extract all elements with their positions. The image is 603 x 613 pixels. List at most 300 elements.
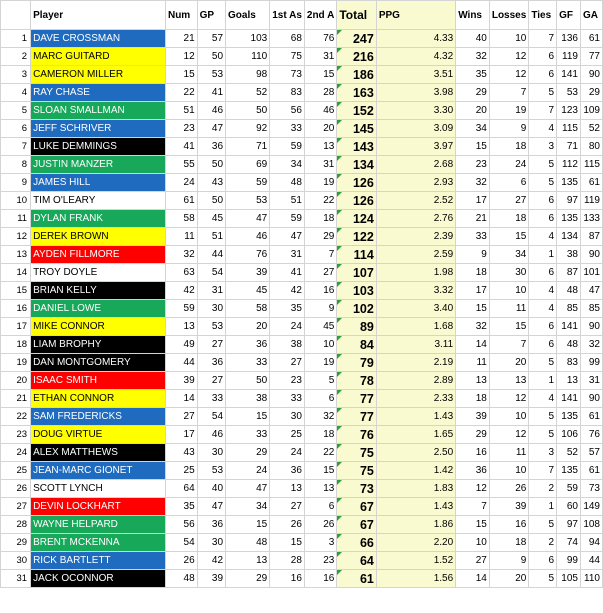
row-number[interactable]: 22 xyxy=(1,408,31,426)
row-number[interactable]: 16 xyxy=(1,300,31,318)
a1-cell[interactable]: 59 xyxy=(270,210,305,228)
total-cell[interactable]: 124 xyxy=(337,210,377,228)
player-cell[interactable]: DYLAN FRANK xyxy=(31,210,166,228)
ga-cell[interactable]: 110 xyxy=(580,570,602,588)
goals-cell[interactable]: 15 xyxy=(226,408,270,426)
total-cell[interactable]: 89 xyxy=(337,318,377,336)
num-cell[interactable]: 55 xyxy=(165,156,197,174)
goals-cell[interactable]: 48 xyxy=(226,534,270,552)
ppg-cell[interactable]: 1.83 xyxy=(376,480,455,498)
gf-cell[interactable]: 60 xyxy=(557,498,581,516)
losses-cell[interactable]: 16 xyxy=(489,516,528,534)
ties-cell[interactable]: 4 xyxy=(529,300,557,318)
goals-cell[interactable]: 50 xyxy=(226,102,270,120)
goals-cell[interactable]: 39 xyxy=(226,264,270,282)
ties-cell[interactable]: 5 xyxy=(529,174,557,192)
player-cell[interactable]: SAM FREDERICKS xyxy=(31,408,166,426)
wins-cell[interactable]: 17 xyxy=(456,192,490,210)
num-cell[interactable]: 56 xyxy=(165,516,197,534)
goals-cell[interactable]: 33 xyxy=(226,354,270,372)
header-cell[interactable]: Player xyxy=(31,1,166,30)
ties-cell[interactable]: 1 xyxy=(529,372,557,390)
a1-cell[interactable]: 31 xyxy=(270,246,305,264)
total-cell[interactable]: 152 xyxy=(337,102,377,120)
num-cell[interactable]: 48 xyxy=(165,570,197,588)
player-cell[interactable]: TROY DOYLE xyxy=(31,264,166,282)
a1-cell[interactable]: 26 xyxy=(270,516,305,534)
ga-cell[interactable]: 44 xyxy=(580,552,602,570)
losses-cell[interactable]: 12 xyxy=(489,48,528,66)
wins-cell[interactable]: 10 xyxy=(456,534,490,552)
ties-cell[interactable]: 5 xyxy=(529,408,557,426)
losses-cell[interactable]: 26 xyxy=(489,480,528,498)
gf-cell[interactable]: 141 xyxy=(557,66,581,84)
a2-cell[interactable]: 13 xyxy=(304,138,336,156)
losses-cell[interactable]: 10 xyxy=(489,282,528,300)
total-cell[interactable]: 107 xyxy=(337,264,377,282)
gf-cell[interactable]: 135 xyxy=(557,174,581,192)
gp-cell[interactable]: 47 xyxy=(197,498,225,516)
row-number[interactable]: 18 xyxy=(1,336,31,354)
header-cell[interactable]: Goals xyxy=(226,1,270,30)
a2-cell[interactable]: 3 xyxy=(304,534,336,552)
losses-cell[interactable]: 18 xyxy=(489,138,528,156)
gp-cell[interactable]: 31 xyxy=(197,282,225,300)
losses-cell[interactable]: 10 xyxy=(489,408,528,426)
a2-cell[interactable]: 15 xyxy=(304,462,336,480)
goals-cell[interactable]: 50 xyxy=(226,372,270,390)
ppg-cell[interactable]: 2.52 xyxy=(376,192,455,210)
a2-cell[interactable]: 20 xyxy=(304,120,336,138)
total-cell[interactable]: 64 xyxy=(337,552,377,570)
row-number[interactable]: 29 xyxy=(1,534,31,552)
a2-cell[interactable]: 29 xyxy=(304,228,336,246)
ties-cell[interactable]: 5 xyxy=(529,516,557,534)
gf-cell[interactable]: 97 xyxy=(557,516,581,534)
gf-cell[interactable]: 135 xyxy=(557,210,581,228)
ga-cell[interactable]: 52 xyxy=(580,120,602,138)
player-cell[interactable]: DEVIN LOCKHART xyxy=(31,498,166,516)
player-cell[interactable]: AYDEN FILLMORE xyxy=(31,246,166,264)
gp-cell[interactable]: 53 xyxy=(197,66,225,84)
losses-cell[interactable]: 6 xyxy=(489,174,528,192)
player-cell[interactable]: BRIAN KELLY xyxy=(31,282,166,300)
row-number[interactable]: 15 xyxy=(1,282,31,300)
gp-cell[interactable]: 50 xyxy=(197,156,225,174)
total-cell[interactable]: 126 xyxy=(337,192,377,210)
ga-cell[interactable]: 77 xyxy=(580,48,602,66)
ties-cell[interactable]: 7 xyxy=(529,462,557,480)
player-cell[interactable]: JAMES HILL xyxy=(31,174,166,192)
row-number[interactable]: 11 xyxy=(1,210,31,228)
ga-cell[interactable]: 47 xyxy=(580,282,602,300)
wins-cell[interactable]: 27 xyxy=(456,552,490,570)
wins-cell[interactable]: 32 xyxy=(456,48,490,66)
header-cell[interactable]: 1st As xyxy=(270,1,305,30)
ga-cell[interactable]: 76 xyxy=(580,426,602,444)
gp-cell[interactable]: 36 xyxy=(197,138,225,156)
ga-cell[interactable]: 80 xyxy=(580,138,602,156)
losses-cell[interactable]: 19 xyxy=(489,102,528,120)
ga-cell[interactable]: 149 xyxy=(580,498,602,516)
losses-cell[interactable]: 34 xyxy=(489,246,528,264)
gf-cell[interactable]: 97 xyxy=(557,192,581,210)
total-cell[interactable]: 186 xyxy=(337,66,377,84)
a1-cell[interactable]: 38 xyxy=(270,336,305,354)
total-cell[interactable]: 67 xyxy=(337,516,377,534)
a1-cell[interactable]: 51 xyxy=(270,192,305,210)
a2-cell[interactable]: 19 xyxy=(304,174,336,192)
row-number[interactable]: 17 xyxy=(1,318,31,336)
ties-cell[interactable]: 1 xyxy=(529,246,557,264)
total-cell[interactable]: 143 xyxy=(337,138,377,156)
gf-cell[interactable]: 141 xyxy=(557,318,581,336)
num-cell[interactable]: 41 xyxy=(165,138,197,156)
goals-cell[interactable]: 29 xyxy=(226,444,270,462)
a2-cell[interactable]: 31 xyxy=(304,48,336,66)
player-cell[interactable]: TIM O'LEARY xyxy=(31,192,166,210)
row-number[interactable]: 14 xyxy=(1,264,31,282)
total-cell[interactable]: 61 xyxy=(337,570,377,588)
gp-cell[interactable]: 50 xyxy=(197,192,225,210)
losses-cell[interactable]: 12 xyxy=(489,66,528,84)
ppg-cell[interactable]: 2.76 xyxy=(376,210,455,228)
losses-cell[interactable]: 15 xyxy=(489,318,528,336)
a2-cell[interactable]: 76 xyxy=(304,30,336,48)
player-cell[interactable]: JUSTIN MANZER xyxy=(31,156,166,174)
a2-cell[interactable]: 15 xyxy=(304,66,336,84)
a2-cell[interactable]: 23 xyxy=(304,552,336,570)
ppg-cell[interactable]: 3.09 xyxy=(376,120,455,138)
losses-cell[interactable]: 24 xyxy=(489,156,528,174)
a2-cell[interactable]: 18 xyxy=(304,210,336,228)
a1-cell[interactable]: 33 xyxy=(270,120,305,138)
goals-cell[interactable]: 71 xyxy=(226,138,270,156)
a1-cell[interactable]: 24 xyxy=(270,444,305,462)
a2-cell[interactable]: 19 xyxy=(304,354,336,372)
ga-cell[interactable]: 32 xyxy=(580,336,602,354)
num-cell[interactable]: 21 xyxy=(165,30,197,48)
losses-cell[interactable]: 9 xyxy=(489,120,528,138)
row-number[interactable]: 8 xyxy=(1,156,31,174)
a2-cell[interactable]: 16 xyxy=(304,282,336,300)
a1-cell[interactable]: 25 xyxy=(270,426,305,444)
row-number[interactable]: 28 xyxy=(1,516,31,534)
total-cell[interactable]: 216 xyxy=(337,48,377,66)
num-cell[interactable]: 35 xyxy=(165,498,197,516)
ppg-cell[interactable]: 1.52 xyxy=(376,552,455,570)
gf-cell[interactable]: 135 xyxy=(557,462,581,480)
gf-cell[interactable]: 123 xyxy=(557,102,581,120)
gf-cell[interactable]: 136 xyxy=(557,30,581,48)
num-cell[interactable]: 15 xyxy=(165,66,197,84)
a1-cell[interactable]: 35 xyxy=(270,300,305,318)
player-cell[interactable]: WAYNE HELPARD xyxy=(31,516,166,534)
losses-cell[interactable]: 12 xyxy=(489,426,528,444)
goals-cell[interactable]: 98 xyxy=(226,66,270,84)
gf-cell[interactable]: 134 xyxy=(557,228,581,246)
total-cell[interactable]: 76 xyxy=(337,426,377,444)
ppg-cell[interactable]: 3.40 xyxy=(376,300,455,318)
total-cell[interactable]: 134 xyxy=(337,156,377,174)
ppg-cell[interactable]: 1.65 xyxy=(376,426,455,444)
ppg-cell[interactable]: 1.43 xyxy=(376,408,455,426)
a2-cell[interactable]: 9 xyxy=(304,300,336,318)
ties-cell[interactable]: 2 xyxy=(529,480,557,498)
ties-cell[interactable]: 1 xyxy=(529,498,557,516)
wins-cell[interactable]: 16 xyxy=(456,444,490,462)
ties-cell[interactable]: 3 xyxy=(529,138,557,156)
gf-cell[interactable]: 85 xyxy=(557,300,581,318)
ga-cell[interactable]: 61 xyxy=(580,30,602,48)
losses-cell[interactable]: 20 xyxy=(489,354,528,372)
row-number[interactable]: 23 xyxy=(1,426,31,444)
gp-cell[interactable]: 33 xyxy=(197,390,225,408)
num-cell[interactable]: 61 xyxy=(165,192,197,210)
row-number[interactable]: 31 xyxy=(1,570,31,588)
row-number[interactable]: 7 xyxy=(1,138,31,156)
a2-cell[interactable]: 32 xyxy=(304,408,336,426)
gp-cell[interactable]: 40 xyxy=(197,480,225,498)
goals-cell[interactable]: 45 xyxy=(226,282,270,300)
goals-cell[interactable]: 36 xyxy=(226,336,270,354)
losses-cell[interactable]: 11 xyxy=(489,444,528,462)
row-number[interactable]: 1 xyxy=(1,30,31,48)
a2-cell[interactable]: 27 xyxy=(304,264,336,282)
a2-cell[interactable]: 7 xyxy=(304,246,336,264)
ga-cell[interactable]: 99 xyxy=(580,354,602,372)
row-number[interactable]: 2 xyxy=(1,48,31,66)
total-cell[interactable]: 73 xyxy=(337,480,377,498)
gf-cell[interactable]: 106 xyxy=(557,426,581,444)
losses-cell[interactable]: 10 xyxy=(489,30,528,48)
ppg-cell[interactable]: 1.86 xyxy=(376,516,455,534)
a1-cell[interactable]: 23 xyxy=(270,372,305,390)
player-cell[interactable]: DAVE CROSSMAN xyxy=(31,30,166,48)
a2-cell[interactable]: 45 xyxy=(304,318,336,336)
ppg-cell[interactable]: 3.11 xyxy=(376,336,455,354)
header-cell[interactable]: Losses xyxy=(489,1,528,30)
a1-cell[interactable]: 33 xyxy=(270,390,305,408)
ties-cell[interactable]: 5 xyxy=(529,84,557,102)
gf-cell[interactable]: 59 xyxy=(557,480,581,498)
player-cell[interactable]: JEAN-MARC GIONET xyxy=(31,462,166,480)
wins-cell[interactable]: 21 xyxy=(456,210,490,228)
num-cell[interactable]: 25 xyxy=(165,462,197,480)
gp-cell[interactable]: 53 xyxy=(197,462,225,480)
player-cell[interactable]: ISAAC SMITH xyxy=(31,372,166,390)
ppg-cell[interactable]: 2.93 xyxy=(376,174,455,192)
goals-cell[interactable]: 20 xyxy=(226,318,270,336)
total-cell[interactable]: 78 xyxy=(337,372,377,390)
ga-cell[interactable]: 57 xyxy=(580,444,602,462)
player-cell[interactable]: RAY CHASE xyxy=(31,84,166,102)
ppg-cell[interactable]: 2.68 xyxy=(376,156,455,174)
gp-cell[interactable]: 36 xyxy=(197,516,225,534)
wins-cell[interactable]: 32 xyxy=(456,174,490,192)
row-number[interactable]: 3 xyxy=(1,66,31,84)
header-cell[interactable]: Total xyxy=(337,1,377,30)
total-cell[interactable]: 75 xyxy=(337,444,377,462)
num-cell[interactable]: 13 xyxy=(165,318,197,336)
num-cell[interactable]: 44 xyxy=(165,354,197,372)
wins-cell[interactable]: 40 xyxy=(456,30,490,48)
ppg-cell[interactable]: 3.97 xyxy=(376,138,455,156)
a2-cell[interactable]: 22 xyxy=(304,444,336,462)
ppg-cell[interactable]: 1.68 xyxy=(376,318,455,336)
num-cell[interactable]: 24 xyxy=(165,174,197,192)
goals-cell[interactable]: 59 xyxy=(226,174,270,192)
wins-cell[interactable]: 11 xyxy=(456,354,490,372)
ppg-cell[interactable]: 2.33 xyxy=(376,390,455,408)
a1-cell[interactable]: 41 xyxy=(270,264,305,282)
a2-cell[interactable]: 5 xyxy=(304,372,336,390)
losses-cell[interactable]: 7 xyxy=(489,84,528,102)
ppg-cell[interactable]: 1.43 xyxy=(376,498,455,516)
gf-cell[interactable]: 38 xyxy=(557,246,581,264)
num-cell[interactable]: 23 xyxy=(165,120,197,138)
gp-cell[interactable]: 42 xyxy=(197,552,225,570)
gp-cell[interactable]: 53 xyxy=(197,318,225,336)
gf-cell[interactable]: 115 xyxy=(557,120,581,138)
total-cell[interactable]: 103 xyxy=(337,282,377,300)
header-cell[interactable]: 2nd A xyxy=(304,1,336,30)
ppg-cell[interactable]: 2.20 xyxy=(376,534,455,552)
gf-cell[interactable]: 105 xyxy=(557,570,581,588)
wins-cell[interactable]: 34 xyxy=(456,120,490,138)
losses-cell[interactable]: 20 xyxy=(489,570,528,588)
goals-cell[interactable]: 13 xyxy=(226,552,270,570)
ga-cell[interactable]: 73 xyxy=(580,480,602,498)
ga-cell[interactable]: 31 xyxy=(580,372,602,390)
a2-cell[interactable]: 22 xyxy=(304,192,336,210)
gf-cell[interactable]: 87 xyxy=(557,264,581,282)
player-cell[interactable]: JEFF SCHRIVER xyxy=(31,120,166,138)
gf-cell[interactable]: 99 xyxy=(557,552,581,570)
ga-cell[interactable]: 61 xyxy=(580,174,602,192)
gp-cell[interactable]: 46 xyxy=(197,102,225,120)
ties-cell[interactable]: 6 xyxy=(529,210,557,228)
a2-cell[interactable]: 6 xyxy=(304,390,336,408)
ga-cell[interactable]: 87 xyxy=(580,228,602,246)
total-cell[interactable]: 66 xyxy=(337,534,377,552)
ga-cell[interactable]: 133 xyxy=(580,210,602,228)
player-cell[interactable]: DAN MONTGOMERY xyxy=(31,354,166,372)
a1-cell[interactable]: 36 xyxy=(270,462,305,480)
player-cell[interactable]: RICK BARTLETT xyxy=(31,552,166,570)
wins-cell[interactable]: 9 xyxy=(456,246,490,264)
goals-cell[interactable]: 38 xyxy=(226,390,270,408)
header-cell[interactable]: Wins xyxy=(456,1,490,30)
ties-cell[interactable]: 6 xyxy=(529,552,557,570)
total-cell[interactable]: 114 xyxy=(337,246,377,264)
player-cell[interactable]: SCOTT LYNCH xyxy=(31,480,166,498)
num-cell[interactable]: 64 xyxy=(165,480,197,498)
gp-cell[interactable]: 47 xyxy=(197,120,225,138)
corner-cell[interactable] xyxy=(1,1,31,30)
a2-cell[interactable]: 46 xyxy=(304,102,336,120)
ppg-cell[interactable]: 1.42 xyxy=(376,462,455,480)
a1-cell[interactable]: 47 xyxy=(270,228,305,246)
a1-cell[interactable]: 27 xyxy=(270,354,305,372)
ppg-cell[interactable]: 2.59 xyxy=(376,246,455,264)
goals-cell[interactable]: 33 xyxy=(226,426,270,444)
goals-cell[interactable]: 52 xyxy=(226,84,270,102)
goals-cell[interactable]: 47 xyxy=(226,210,270,228)
goals-cell[interactable]: 46 xyxy=(226,228,270,246)
goals-cell[interactable]: 92 xyxy=(226,120,270,138)
a2-cell[interactable]: 31 xyxy=(304,156,336,174)
ties-cell[interactable]: 2 xyxy=(529,534,557,552)
num-cell[interactable]: 49 xyxy=(165,336,197,354)
goals-cell[interactable]: 110 xyxy=(226,48,270,66)
gp-cell[interactable]: 30 xyxy=(197,300,225,318)
goals-cell[interactable]: 103 xyxy=(226,30,270,48)
row-number[interactable]: 24 xyxy=(1,444,31,462)
a1-cell[interactable]: 24 xyxy=(270,318,305,336)
player-cell[interactable]: LUKE DEMMINGS xyxy=(31,138,166,156)
gp-cell[interactable]: 30 xyxy=(197,534,225,552)
num-cell[interactable]: 12 xyxy=(165,48,197,66)
num-cell[interactable]: 32 xyxy=(165,246,197,264)
row-number[interactable]: 6 xyxy=(1,120,31,138)
player-cell[interactable]: LIAM BROPHY xyxy=(31,336,166,354)
player-cell[interactable]: CAMERON MILLER xyxy=(31,66,166,84)
losses-cell[interactable]: 11 xyxy=(489,300,528,318)
row-number[interactable]: 21 xyxy=(1,390,31,408)
gp-cell[interactable]: 44 xyxy=(197,246,225,264)
ppg-cell[interactable]: 1.98 xyxy=(376,264,455,282)
num-cell[interactable]: 59 xyxy=(165,300,197,318)
wins-cell[interactable]: 17 xyxy=(456,282,490,300)
row-number[interactable]: 30 xyxy=(1,552,31,570)
losses-cell[interactable]: 27 xyxy=(489,192,528,210)
num-cell[interactable]: 54 xyxy=(165,534,197,552)
header-cell[interactable]: PPG xyxy=(376,1,455,30)
a2-cell[interactable]: 16 xyxy=(304,570,336,588)
num-cell[interactable]: 63 xyxy=(165,264,197,282)
wins-cell[interactable]: 39 xyxy=(456,408,490,426)
goals-cell[interactable]: 53 xyxy=(226,192,270,210)
ppg-cell[interactable]: 3.32 xyxy=(376,282,455,300)
ties-cell[interactable]: 4 xyxy=(529,120,557,138)
total-cell[interactable]: 67 xyxy=(337,498,377,516)
player-cell[interactable]: SLOAN SMALLMAN xyxy=(31,102,166,120)
goals-cell[interactable]: 34 xyxy=(226,498,270,516)
gf-cell[interactable]: 112 xyxy=(557,156,581,174)
a2-cell[interactable]: 6 xyxy=(304,498,336,516)
row-number[interactable]: 9 xyxy=(1,174,31,192)
ties-cell[interactable]: 3 xyxy=(529,444,557,462)
header-cell[interactable]: Num xyxy=(165,1,197,30)
goals-cell[interactable]: 58 xyxy=(226,300,270,318)
ties-cell[interactable]: 5 xyxy=(529,354,557,372)
player-cell[interactable]: DEREK BROWN xyxy=(31,228,166,246)
num-cell[interactable]: 51 xyxy=(165,102,197,120)
gp-cell[interactable]: 39 xyxy=(197,570,225,588)
total-cell[interactable]: 247 xyxy=(337,30,377,48)
ties-cell[interactable]: 4 xyxy=(529,390,557,408)
ppg-cell[interactable]: 4.33 xyxy=(376,30,455,48)
goals-cell[interactable]: 76 xyxy=(226,246,270,264)
ga-cell[interactable]: 101 xyxy=(580,264,602,282)
a1-cell[interactable]: 48 xyxy=(270,174,305,192)
goals-cell[interactable]: 47 xyxy=(226,480,270,498)
a1-cell[interactable]: 30 xyxy=(270,408,305,426)
gp-cell[interactable]: 54 xyxy=(197,264,225,282)
total-cell[interactable]: 122 xyxy=(337,228,377,246)
ga-cell[interactable]: 94 xyxy=(580,534,602,552)
